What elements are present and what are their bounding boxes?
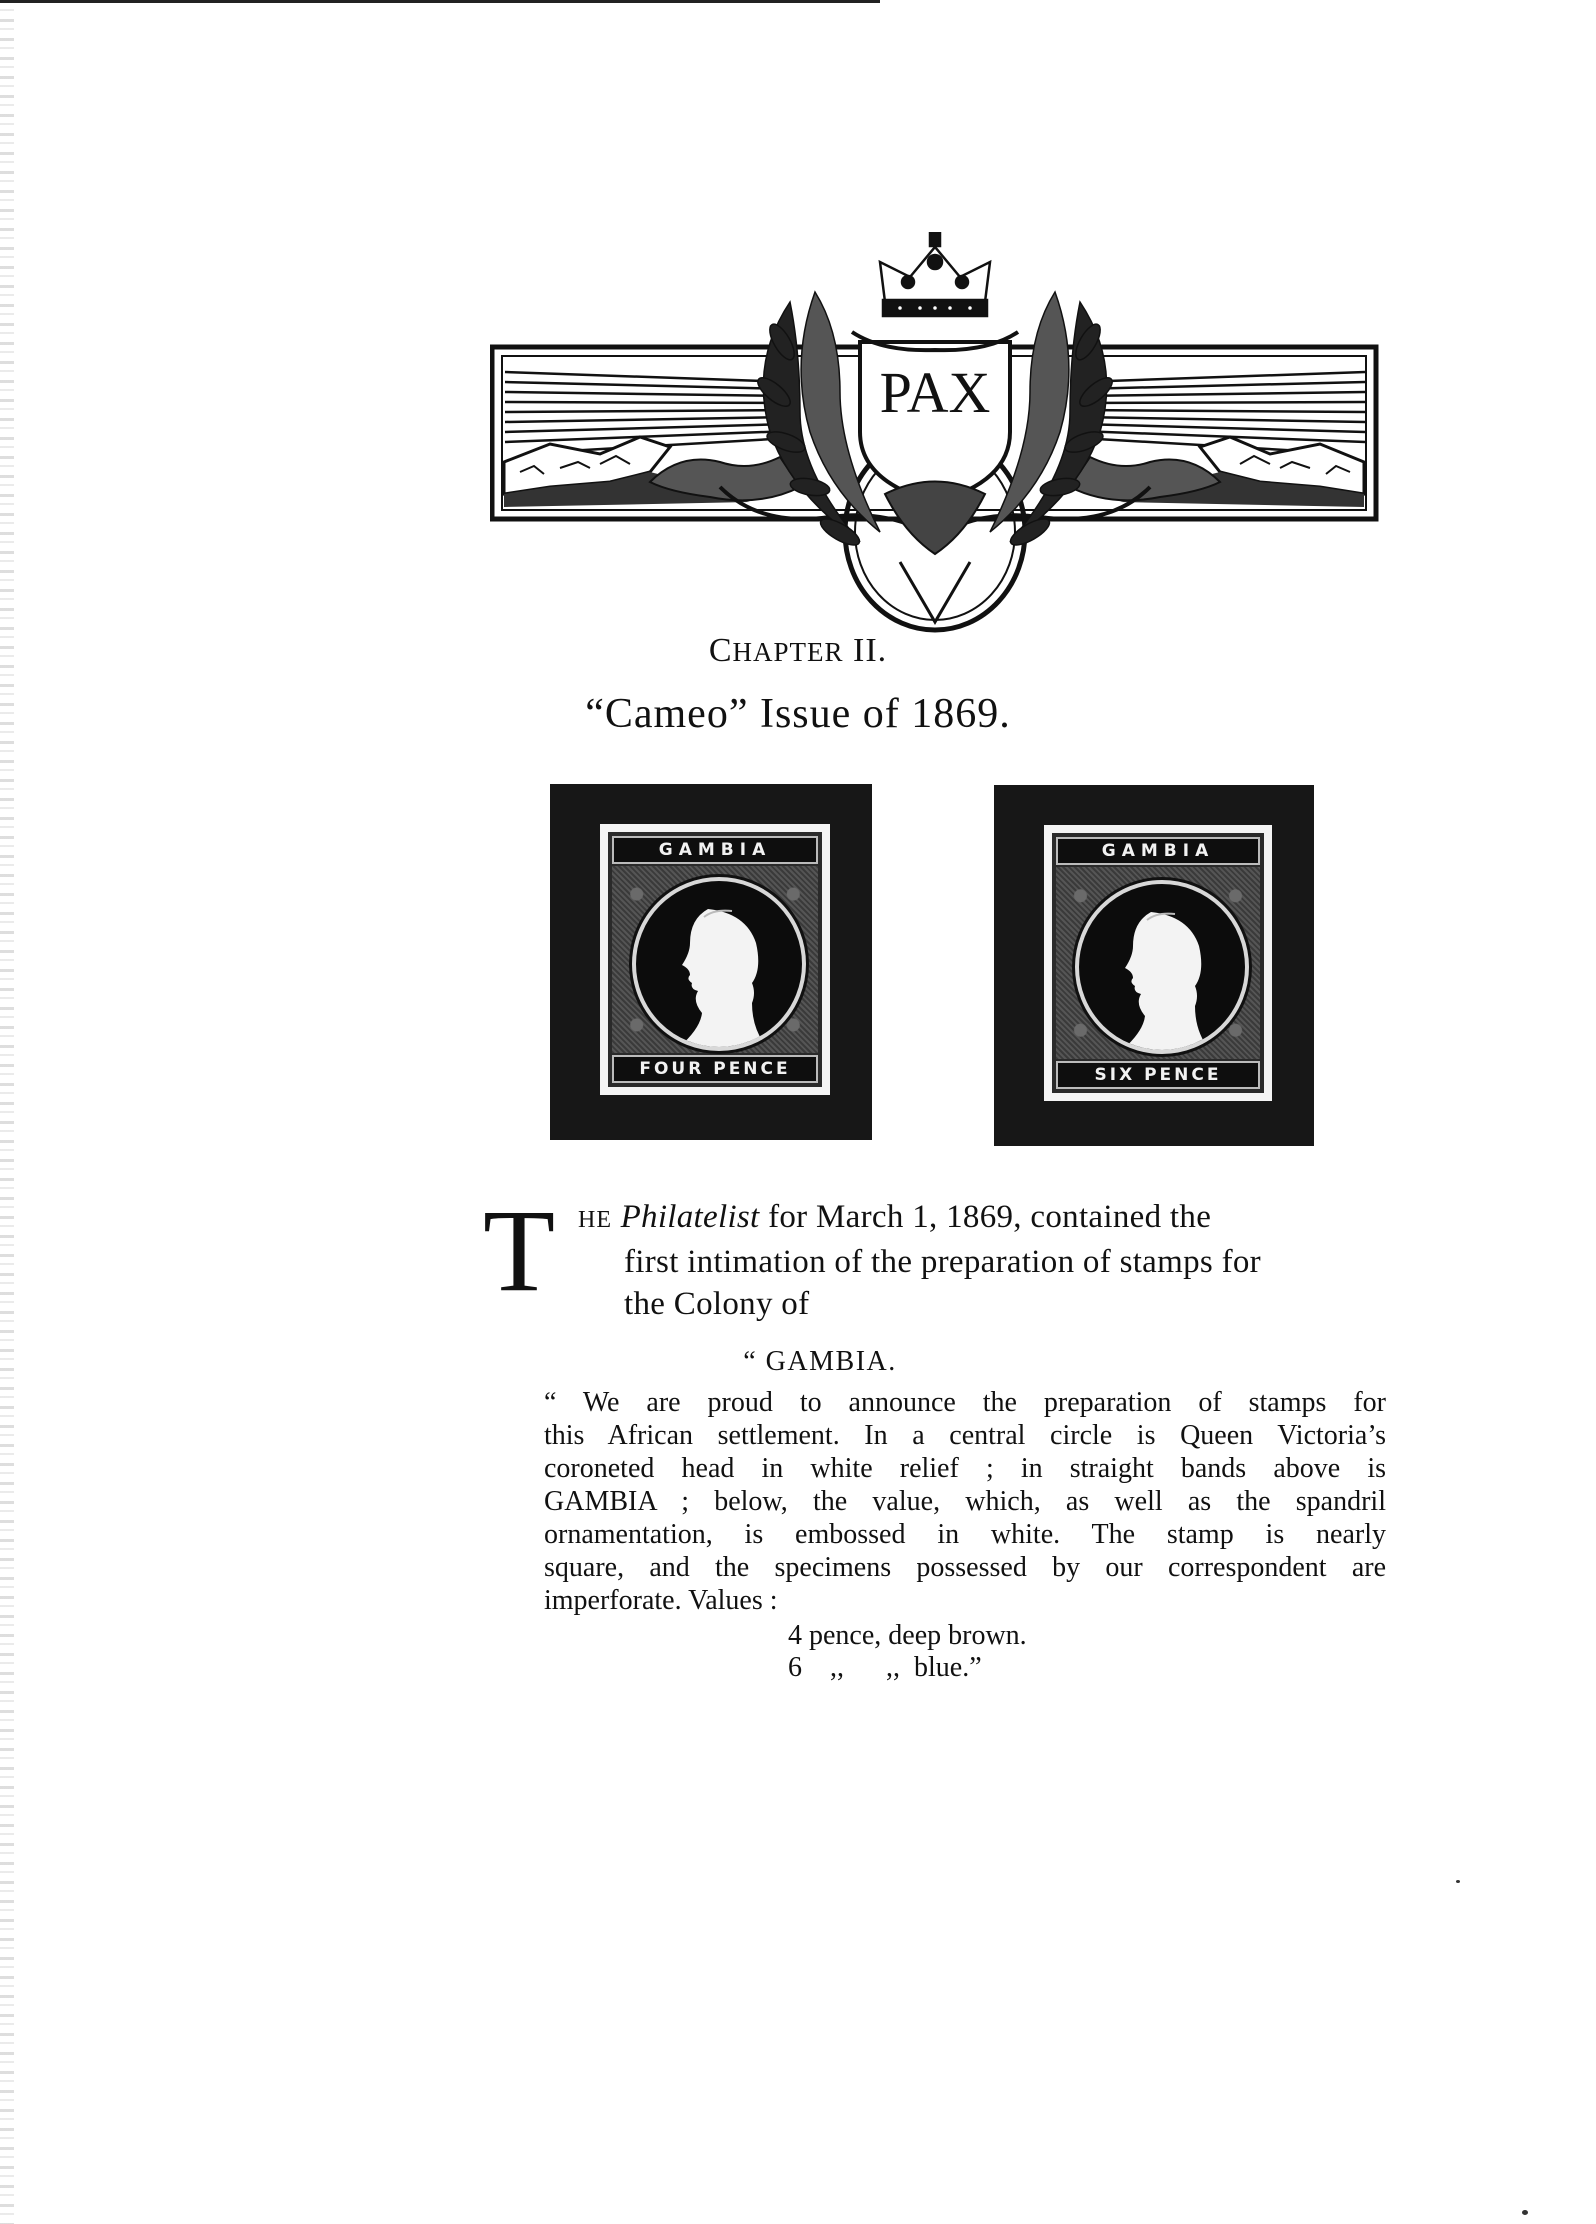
queen-victoria-profile-icon [1075,880,1249,1054]
intro-line-3: the Colony of [624,1286,810,1322]
drop-cap: T [483,1185,556,1316]
chapter-label-rest: HAPTER [732,637,844,667]
scan-speck [1456,1880,1460,1883]
page-binding-edge [0,0,14,2224]
headpiece-illustration [490,232,1380,637]
chapter-heading [0,632,1596,670]
stamp-image-six-pence [994,785,1314,1146]
chapter-subtitle: “Cameo” Issue of 1869. [585,691,1011,737]
quote-line: ornamentation, is embossed in white. The stamp is nearly [544,1519,1386,1550]
values-list [788,1620,1027,1684]
quoted-announcement [544,1386,1386,1617]
queen-victoria-profile-icon [632,877,806,1051]
quote-line: coroneted head in white relief ; in straight bands above is [544,1453,1386,1484]
journal-title: Philatelist [620,1199,760,1235]
intro-paragraph [578,1196,1390,1325]
chapter-label-initial: C [708,632,733,669]
stamp-top-band: GAMBIA [612,836,818,864]
stamp-value-band: SIX PENCE [1056,1061,1260,1089]
scan-speck [1522,2210,1528,2215]
top-rule [0,0,880,3]
quote-line: GAMBIA ; below, the value, which, as well as the spandril [544,1486,1386,1517]
quote-heading: “ GAMBIA. [743,1346,897,1377]
headpiece-ornament [490,232,1380,637]
chapter-number: II. [853,632,888,669]
quote-line: “ We are proud to announce the preparation of stamps for [544,1387,1386,1418]
quote-line: square, and the specimens possessed by our correspondent are [544,1552,1386,1583]
intro-line-1 [578,1196,1390,1241]
intro-line-2: first intimation of the preparation of stamps for [624,1244,1261,1280]
quote-line: this African settlement. In a central circle is Queen Victoria’s [544,1420,1386,1451]
value-row-4-pence: 4 pence, deep brown. [788,1620,1027,1651]
intro-line-1-rest: for March 1, 1869, contained the [768,1199,1212,1235]
stamp-top-band: GAMBIA [1056,837,1260,865]
intro-small-caps: HE [578,1207,612,1233]
value-row-6-pence: 6 ,, ,, blue.” [788,1652,982,1683]
stamp-value-band: FOUR PENCE [612,1055,818,1083]
stamp-image-four-pence [550,784,872,1140]
headpiece-motto: PAX [879,360,991,425]
quote-line: imperforate. Values : [544,1585,778,1616]
